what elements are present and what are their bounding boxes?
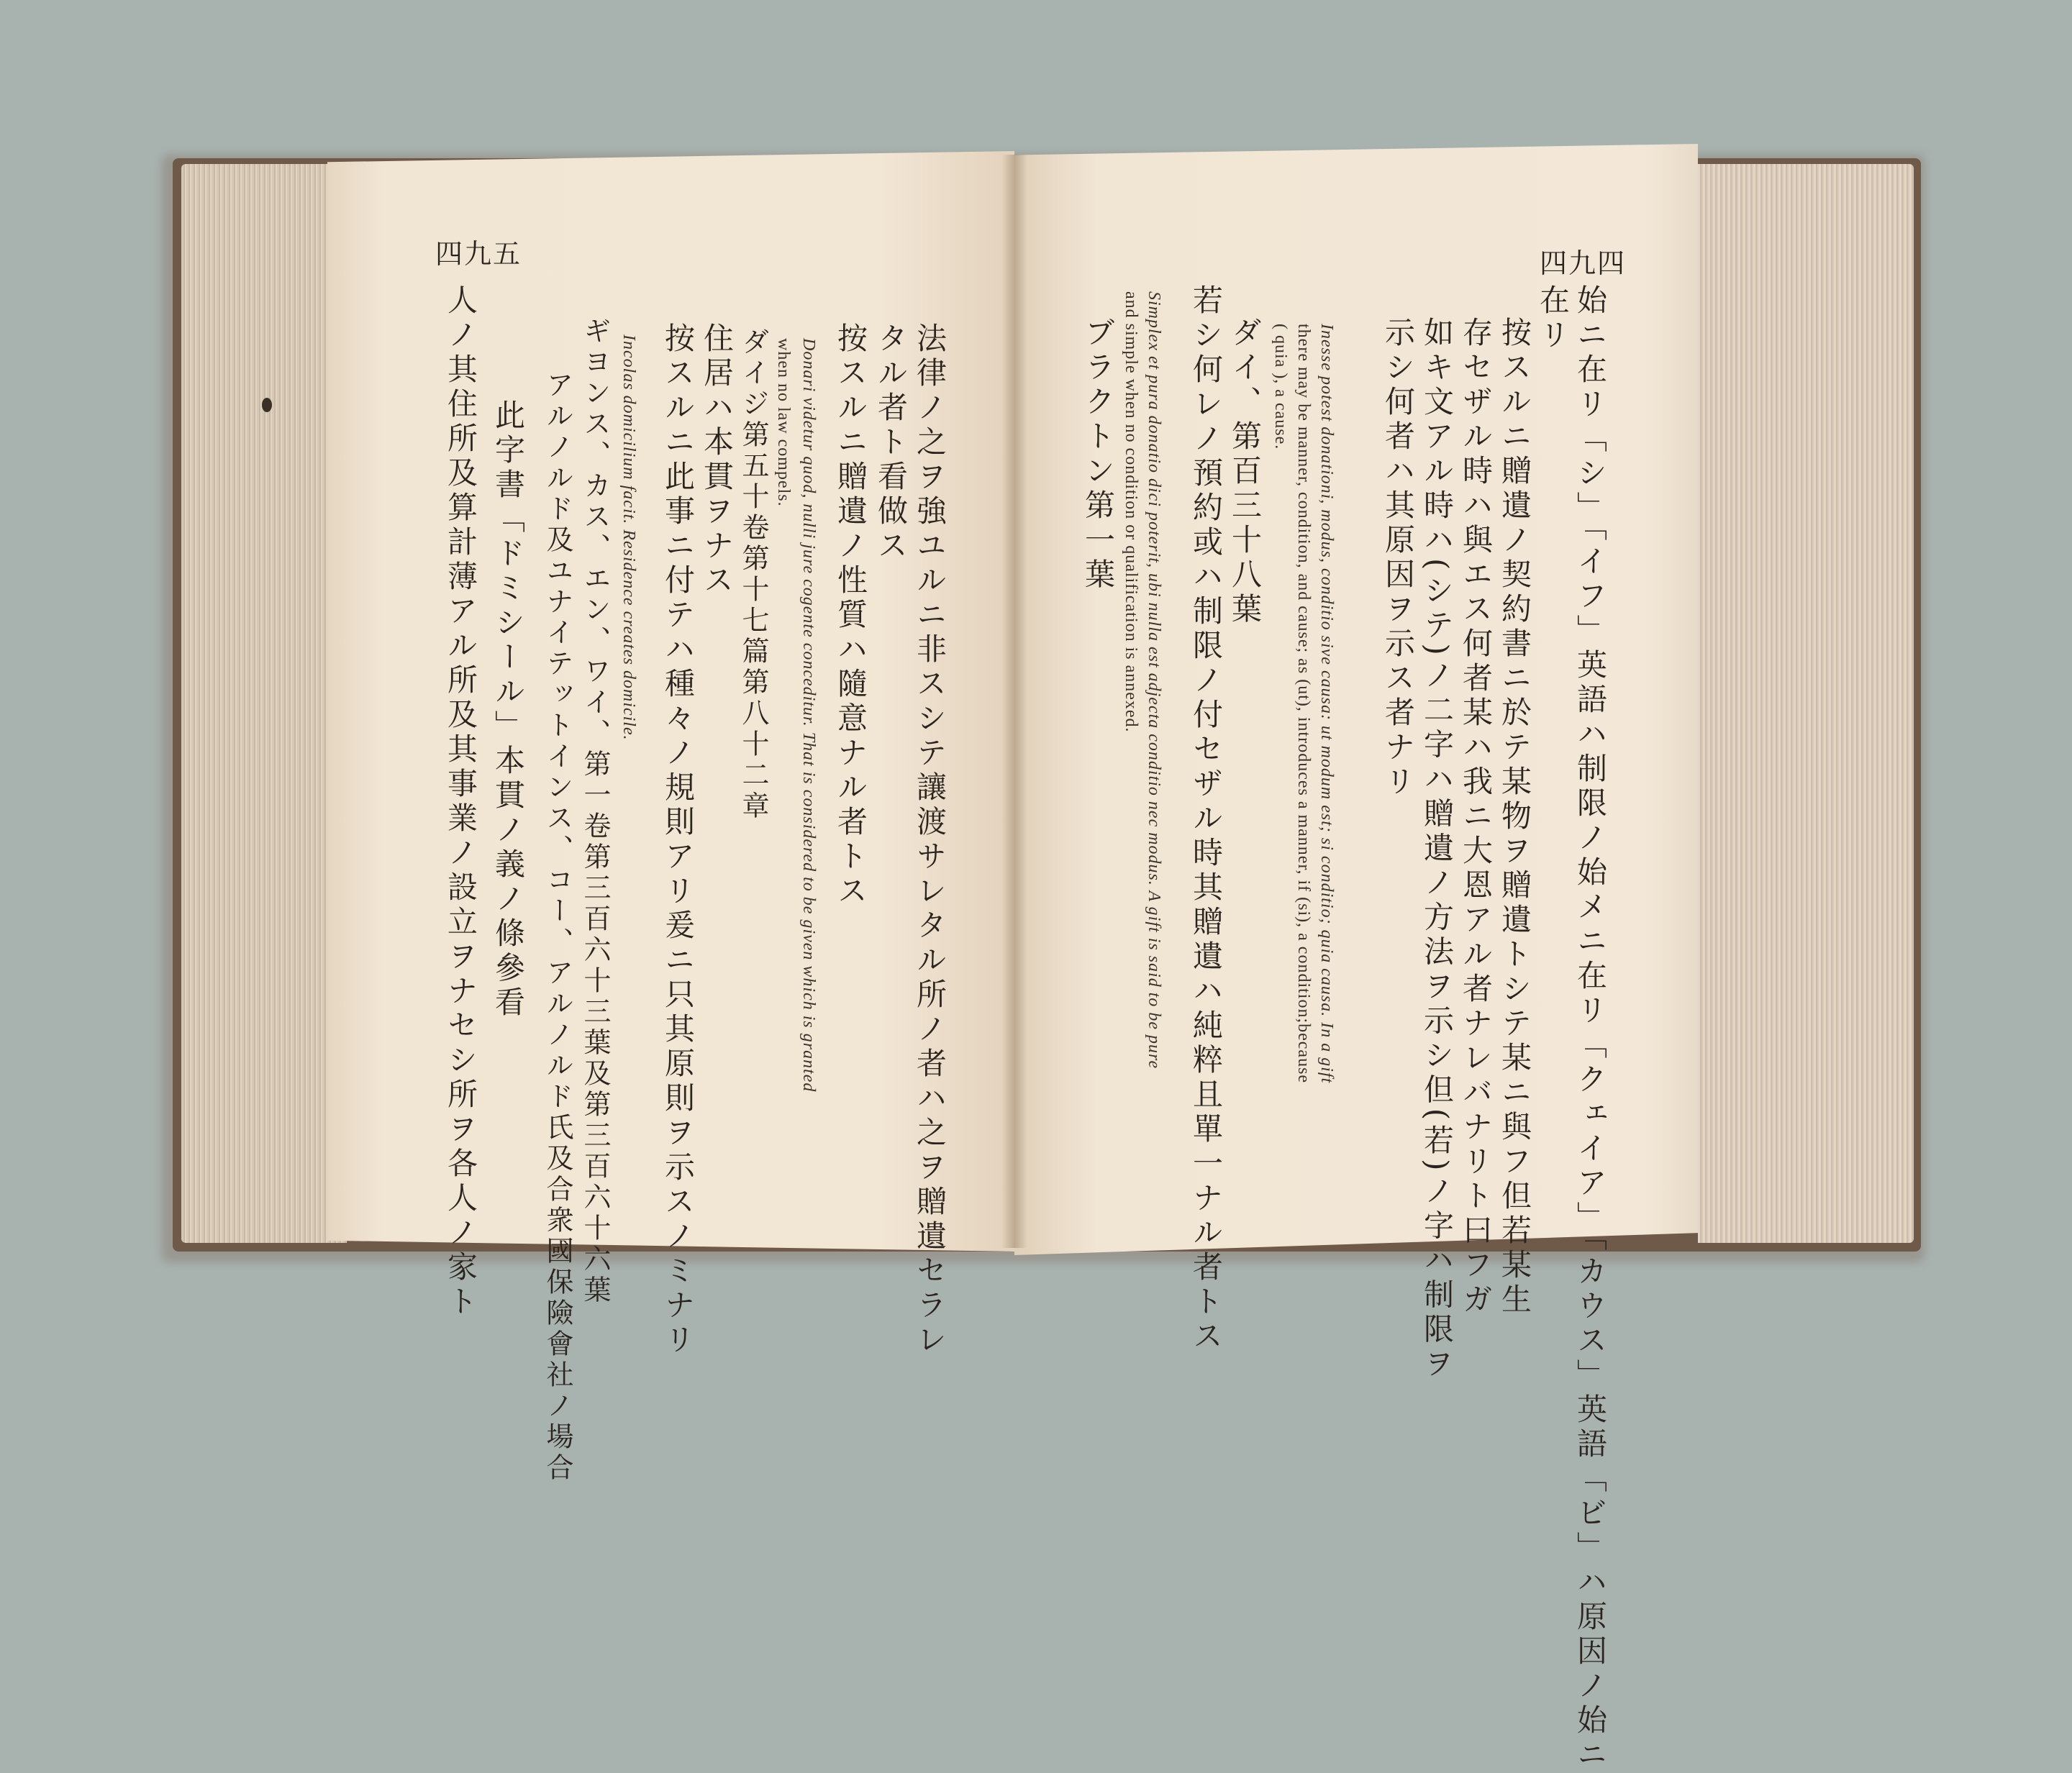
text-column: when no law compels. [774,338,793,507]
text-column: 若シ何レノ預約或ハ制限ノ付セザル時其贈遺ハ純粹且單一ナル者トス [1189,284,1224,1354]
text-column: 示シ何者ハ其原因ヲ示ス者ナリ [1381,316,1416,800]
bleed-through-text [806,273,847,306]
text-column: 此字書「ドミシール」本貫ノ義ノ條參看 [491,399,526,1021]
book-gutter [1001,155,1027,1248]
text-column: there may be manner, condition, and cause; as (ut), introduces a manner, if (si), a condition;because [1294,324,1313,1084]
text-column: Donari videtur quod, nulli jure cogente conceditur. That is considered to be given which is granted [799,338,818,1093]
text-column: 如キ文アル時ハ(シテ)ノ二字ハ贈遺ノ方法ヲ示シ但(若)ノ字ハ制限ヲ [1419,316,1455,1382]
text-column: ダイジ第五十卷第十七篇第八十二章 [737,327,769,822]
text-column: Incolas domicilium facit. Residence creates domicile. [619,334,638,741]
text-column: ギヨンス、カス、エン、ワイ、第一卷第三百六十三葉及第三百六十六葉 [579,316,611,1306]
text-column: タル者ト看做ス [873,322,909,564]
text-column: 法律ノ之ヲ強ユルニ非スシテ讓渡サレタル所ノ者ハ之ヲ贈遺セラレ [912,322,948,1358]
text-column: アルノルド及ユナイテットインス、コー、アルノルド氏及合衆國保險會社ノ場合 [542,370,573,1484]
right-page-edges [1698,164,1914,1243]
text-column: ブラクトン第一葉 [1081,316,1116,593]
text-column: 始ニ在リ「シ」「イフ」英語ハ制限ノ始メニ在リ「クェイア」「カウス」英語「ビ」ハ原因ノ始ニ [1573,284,1608,1773]
binding-hole [262,398,272,412]
text-column: ダイ、第百三十八葉 [1227,316,1263,627]
text-column: 在リ [1535,284,1571,353]
text-column: Inesse potest donationi, modus, conditio sive causa: ut modum est; si conditio; quia causa. In a gift [1317,324,1336,1084]
text-column: Simplex et pura donatio dici poterit, ubi nulla est adjecta conditio nec modus. A gift is said to be pure [1145,291,1163,1070]
text-column: and simple when no condition or qualification is annexed. [1122,291,1140,733]
text-column: 人ノ其住所及算計薄アル所及其事業ノ設立ヲナセシ所ヲ各人ノ家ト [443,284,478,1320]
text-column: 按スルニ此事ニ付テハ種々ノ規則アリ爰ニ只其原則ヲ示スノミナリ [660,322,696,1358]
text-column: 住居ハ本貫ヲナス [699,322,735,598]
text-column: 按スルニ贈遺ノ性質ハ隨意ナル者トス [833,322,868,909]
right-page-number: 四九四 [1540,247,1627,279]
left-page-edges [181,164,347,1243]
text-column: 按スルニ贈遺ノ契約書ニ於テ某物ヲ贈遺トシテ某ニ與フ但若某生 [1497,316,1532,1318]
text-column: ( quia ), a cause. [1271,324,1290,450]
text-column: 存セザル時ハ與エス何者某ハ我ニ大恩アル者ナレバナリト曰フガ [1458,316,1494,1318]
left-page-number: 四九五 [435,238,522,270]
